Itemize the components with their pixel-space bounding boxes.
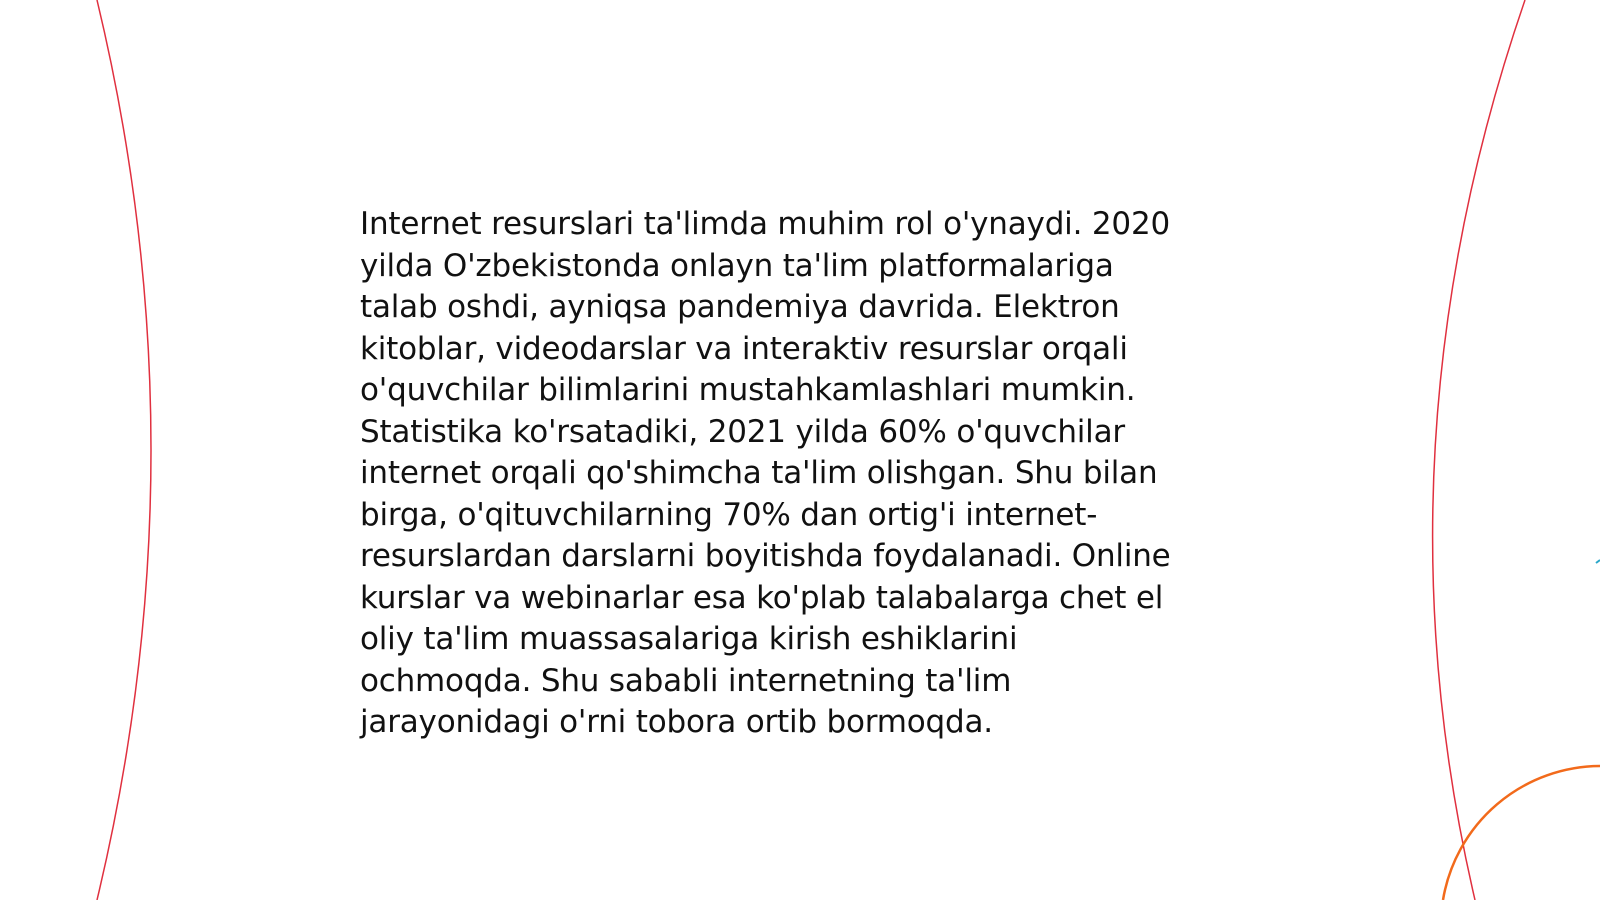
teal-accent [1596, 560, 1600, 563]
left-curve [97, 0, 151, 900]
paragraph-line: jarayonidagi o'rni tobora ortib bormoqda. [360, 704, 993, 740]
paragraph-line: kurslar va webinarlar esa ko'plab talabalarga chet el [360, 579, 1164, 616]
paragraph-line: ochmoqda. Shu sababli internetning ta'lim [360, 662, 1012, 699]
paragraph-line: Statistika ko'rsatadiki, 2021 yilda 60% o'quvchilar [360, 413, 1125, 450]
paragraph-line: birga, o'qituvchilarning 70% dan ortig'i internet- [360, 496, 1098, 533]
paragraph-line: resurslardan darslarni boyitishda foydalanadi. Online [360, 538, 1171, 574]
paragraph-line: o'quvchilar bilimlarini mustahkamlashlari mumkin. [360, 372, 1136, 408]
paragraph-line: oliy ta'lim muassasalariga kirish eshiklarini [360, 621, 1018, 657]
paragraph-line: talab oshdi, ayniqsa pandemiya davrida. Elektron [360, 289, 1120, 325]
paragraph-line: yilda O'zbekistonda onlayn ta'lim platformalariga [360, 247, 1114, 284]
paragraph-line: Internet resurslari ta'limda muhim rol o'ynaydi. 2020 [360, 206, 1170, 242]
orange-arc [1443, 766, 1600, 900]
right-curve [1433, 0, 1525, 900]
paragraph-line: kitoblar, videodarslar va interaktiv resurslar orqali [360, 330, 1128, 367]
paragraph-line: internet orqali qo'shimcha ta'lim olishgan. Shu bilan [360, 455, 1158, 491]
body-paragraph [360, 204, 1240, 744]
